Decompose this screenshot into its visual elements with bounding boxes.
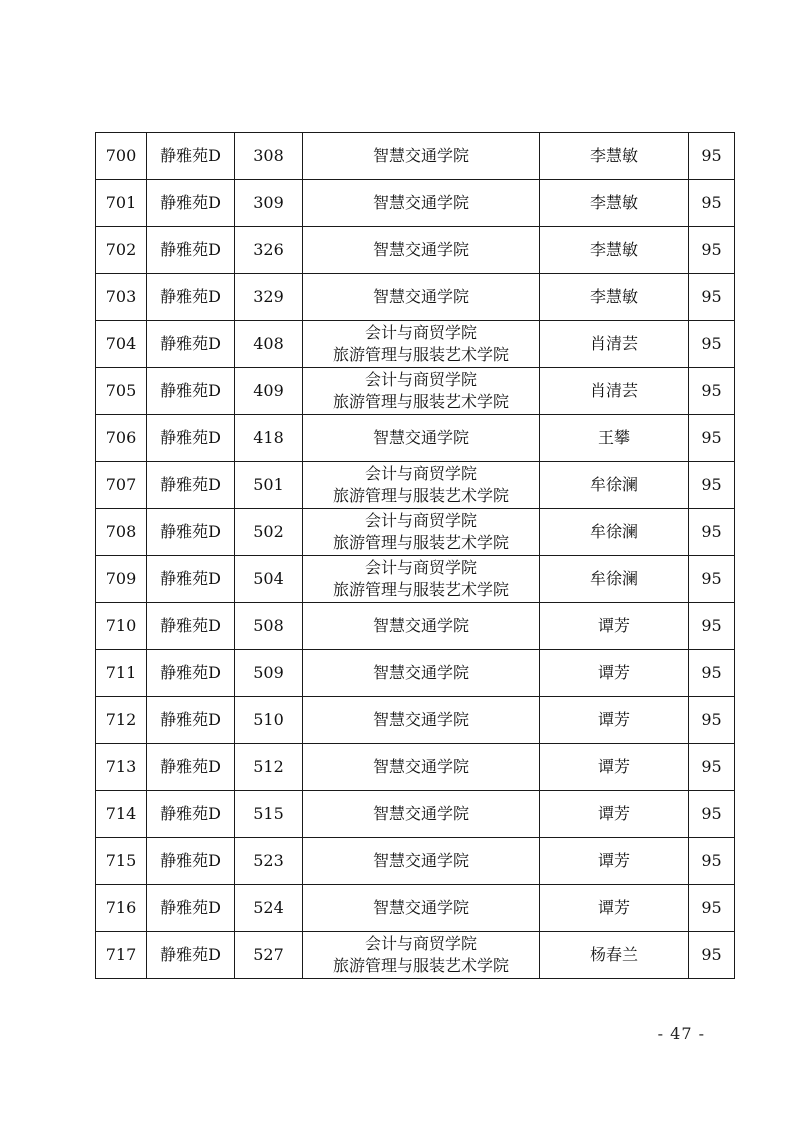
person-cell: 李慧敏 (540, 180, 689, 227)
row-number-cell: 712 (96, 697, 147, 744)
person-cell: 李慧敏 (540, 133, 689, 180)
room-number-cell: 408 (235, 321, 303, 368)
college-cell (303, 650, 540, 697)
table-row (96, 133, 735, 180)
score-cell: 95 (689, 697, 735, 744)
college-cell (303, 509, 540, 556)
college-name: 会计与商贸学院 (364, 511, 477, 530)
college-name: 智慧交通学院 (372, 851, 469, 870)
person-cell: 谭芳 (540, 697, 689, 744)
college-name: 会计与商贸学院 (364, 464, 477, 483)
college-name: 智慧交通学院 (372, 240, 469, 259)
table-row (96, 791, 735, 838)
table-row (96, 274, 735, 321)
college-cell (303, 415, 540, 462)
building-cell: 静雅苑D (147, 368, 235, 415)
college-cell (303, 556, 540, 603)
table-row (96, 932, 735, 979)
row-number-cell: 709 (96, 556, 147, 603)
score-cell: 95 (689, 603, 735, 650)
room-number-cell: 523 (235, 838, 303, 885)
college-name: 智慧交通学院 (372, 146, 469, 165)
room-number-cell: 504 (235, 556, 303, 603)
college-name: 会计与商贸学院 (364, 558, 477, 577)
college-name: 旅游管理与服装艺术学院 (332, 392, 509, 411)
score-cell: 95 (689, 462, 735, 509)
college-name: 旅游管理与服装艺术学院 (332, 533, 509, 552)
college-cell (303, 368, 540, 415)
row-number-cell: 714 (96, 791, 147, 838)
person-cell: 肖清芸 (540, 368, 689, 415)
row-number-cell: 715 (96, 838, 147, 885)
person-cell: 谭芳 (540, 650, 689, 697)
college-name: 旅游管理与服装艺术学院 (332, 580, 509, 599)
room-number-cell: 501 (235, 462, 303, 509)
score-cell: 95 (689, 180, 735, 227)
building-cell: 静雅苑D (147, 274, 235, 321)
college-name: 旅游管理与服装艺术学院 (332, 956, 509, 975)
person-cell: 谭芳 (540, 838, 689, 885)
page-number: - 47 - (657, 1024, 705, 1043)
table-row (96, 321, 735, 368)
building-cell: 静雅苑D (147, 509, 235, 556)
room-number-cell: 512 (235, 744, 303, 791)
person-cell: 牟徐澜 (540, 462, 689, 509)
table-row (96, 650, 735, 697)
score-cell: 95 (689, 509, 735, 556)
table-row (96, 744, 735, 791)
score-cell: 95 (689, 556, 735, 603)
room-number-cell: 409 (235, 368, 303, 415)
college-name: 智慧交通学院 (372, 193, 469, 212)
room-number-cell: 326 (235, 227, 303, 274)
building-cell: 静雅苑D (147, 227, 235, 274)
score-cell: 95 (689, 227, 735, 274)
room-number-cell: 515 (235, 791, 303, 838)
person-cell: 肖清芸 (540, 321, 689, 368)
college-name: 智慧交通学院 (372, 287, 469, 306)
college-name: 会计与商贸学院 (364, 934, 477, 953)
table-row (96, 227, 735, 274)
building-cell: 静雅苑D (147, 697, 235, 744)
building-cell: 静雅苑D (147, 650, 235, 697)
row-number-cell: 704 (96, 321, 147, 368)
room-number-cell: 510 (235, 697, 303, 744)
row-number-cell: 717 (96, 932, 147, 979)
college-name: 旅游管理与服装艺术学院 (332, 486, 509, 505)
building-cell: 静雅苑D (147, 791, 235, 838)
table-row (96, 885, 735, 932)
room-number-cell: 527 (235, 932, 303, 979)
college-cell (303, 838, 540, 885)
college-cell (303, 603, 540, 650)
person-cell: 谭芳 (540, 791, 689, 838)
score-cell: 95 (689, 885, 735, 932)
row-number-cell: 706 (96, 415, 147, 462)
room-number-cell: 309 (235, 180, 303, 227)
person-cell: 李慧敏 (540, 227, 689, 274)
score-cell: 95 (689, 838, 735, 885)
table-row (96, 462, 735, 509)
row-number-cell: 713 (96, 744, 147, 791)
college-cell (303, 321, 540, 368)
building-cell: 静雅苑D (147, 556, 235, 603)
college-name: 智慧交通学院 (372, 428, 469, 447)
score-cell: 95 (689, 368, 735, 415)
college-cell (303, 227, 540, 274)
person-cell: 谭芳 (540, 603, 689, 650)
table-row (96, 368, 735, 415)
college-cell (303, 791, 540, 838)
row-number-cell: 700 (96, 133, 147, 180)
score-cell: 95 (689, 791, 735, 838)
building-cell: 静雅苑D (147, 180, 235, 227)
table-body (96, 133, 735, 979)
college-name: 旅游管理与服装艺术学院 (332, 345, 509, 364)
college-name: 智慧交通学院 (372, 616, 469, 635)
college-cell (303, 932, 540, 979)
score-cell: 95 (689, 744, 735, 791)
college-cell (303, 697, 540, 744)
row-number-cell: 716 (96, 885, 147, 932)
college-cell (303, 274, 540, 321)
table-row (96, 509, 735, 556)
building-cell: 静雅苑D (147, 932, 235, 979)
building-cell: 静雅苑D (147, 321, 235, 368)
dormitory-table (95, 132, 735, 979)
row-number-cell: 711 (96, 650, 147, 697)
row-number-cell: 702 (96, 227, 147, 274)
room-number-cell: 329 (235, 274, 303, 321)
score-cell: 95 (689, 321, 735, 368)
college-name: 智慧交通学院 (372, 898, 469, 917)
room-number-cell: 308 (235, 133, 303, 180)
score-cell: 95 (689, 932, 735, 979)
room-number-cell: 508 (235, 603, 303, 650)
room-number-cell: 524 (235, 885, 303, 932)
college-cell (303, 462, 540, 509)
person-cell: 谭芳 (540, 744, 689, 791)
row-number-cell: 705 (96, 368, 147, 415)
table-row (96, 603, 735, 650)
college-name: 会计与商贸学院 (364, 323, 477, 342)
score-cell: 95 (689, 415, 735, 462)
building-cell: 静雅苑D (147, 133, 235, 180)
college-cell (303, 180, 540, 227)
row-number-cell: 707 (96, 462, 147, 509)
room-number-cell: 502 (235, 509, 303, 556)
person-cell: 谭芳 (540, 885, 689, 932)
table-row (96, 556, 735, 603)
row-number-cell: 708 (96, 509, 147, 556)
score-cell: 95 (689, 133, 735, 180)
college-name: 智慧交通学院 (372, 757, 469, 776)
college-cell (303, 744, 540, 791)
table-row (96, 180, 735, 227)
college-name: 智慧交通学院 (372, 663, 469, 682)
person-cell: 李慧敏 (540, 274, 689, 321)
person-cell: 王攀 (540, 415, 689, 462)
building-cell: 静雅苑D (147, 603, 235, 650)
person-cell: 牟徐澜 (540, 509, 689, 556)
building-cell: 静雅苑D (147, 838, 235, 885)
college-cell (303, 885, 540, 932)
person-cell: 牟徐澜 (540, 556, 689, 603)
table-row (96, 415, 735, 462)
table-row (96, 697, 735, 744)
building-cell: 静雅苑D (147, 885, 235, 932)
row-number-cell: 710 (96, 603, 147, 650)
college-name: 智慧交通学院 (372, 710, 469, 729)
person-cell: 杨春兰 (540, 932, 689, 979)
college-cell (303, 133, 540, 180)
row-number-cell: 703 (96, 274, 147, 321)
building-cell: 静雅苑D (147, 415, 235, 462)
room-number-cell: 418 (235, 415, 303, 462)
college-name: 会计与商贸学院 (364, 370, 477, 389)
score-cell: 95 (689, 274, 735, 321)
table-row (96, 838, 735, 885)
row-number-cell: 701 (96, 180, 147, 227)
college-name: 智慧交通学院 (372, 804, 469, 823)
building-cell: 静雅苑D (147, 744, 235, 791)
building-cell: 静雅苑D (147, 462, 235, 509)
score-cell: 95 (689, 650, 735, 697)
room-number-cell: 509 (235, 650, 303, 697)
